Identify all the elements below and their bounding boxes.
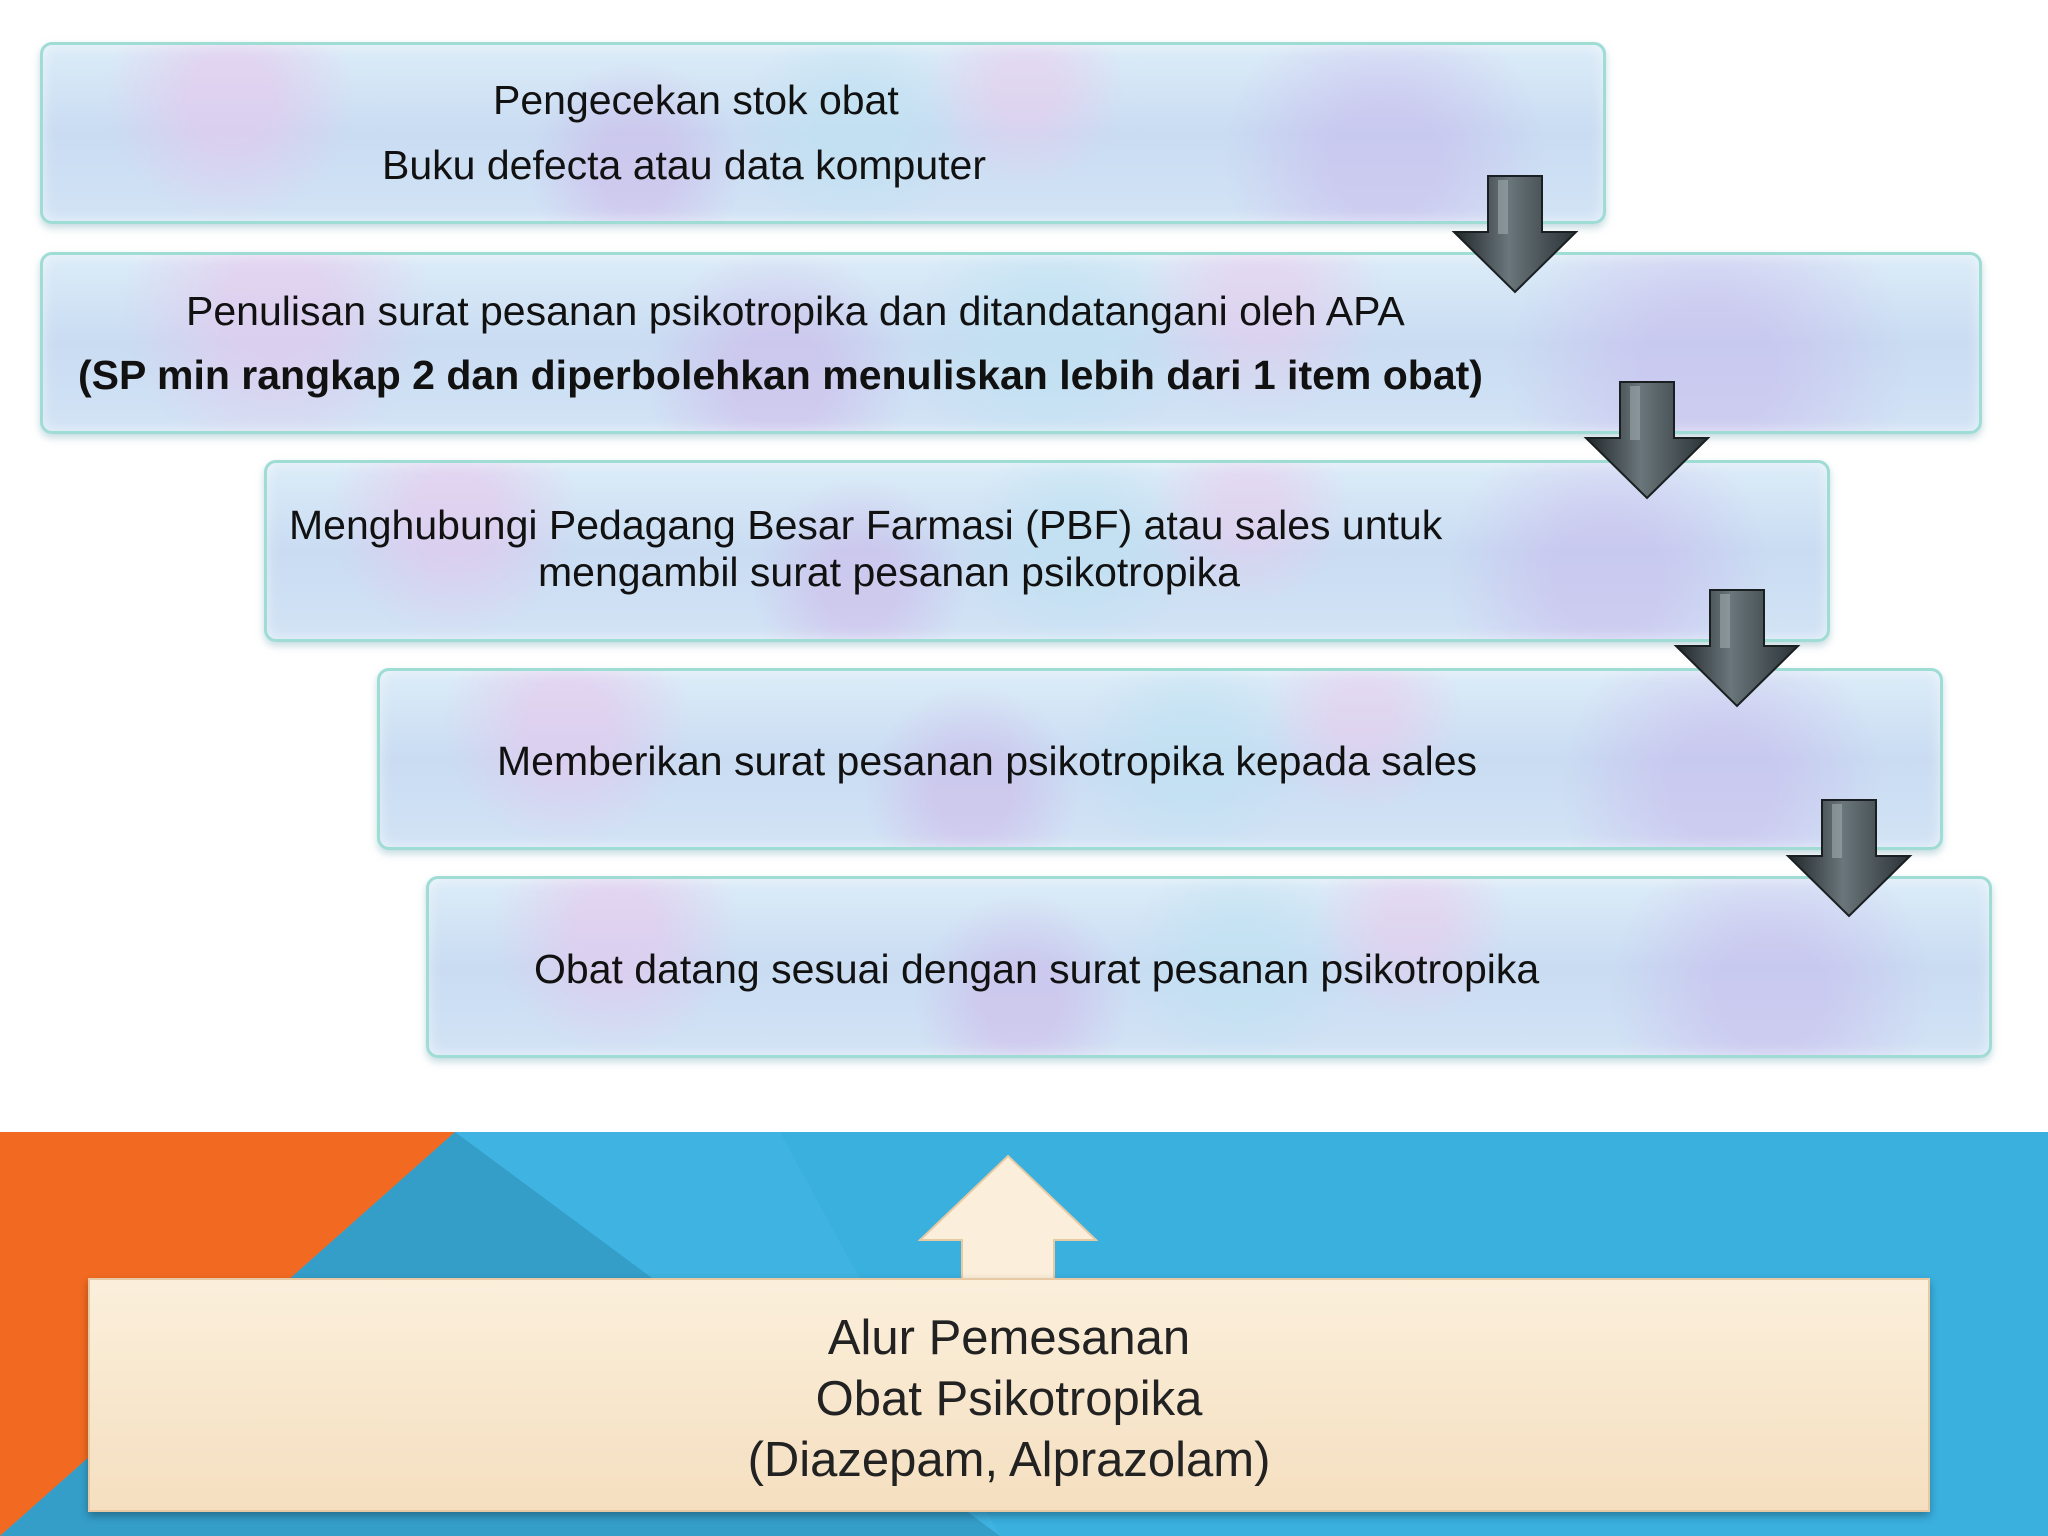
step-3-line-1: Menghubungi Pedagang Besar Farmasi (PBF) atau sales untuk [289, 502, 1443, 548]
step-2-line-2: (SP min rangkap 2 dan diperbolehkan menuliskan lebih dari 1 item obat) [78, 352, 1483, 398]
step-2-line-1: Penulisan surat pesanan psikotropika dan ditandatangani oleh APA [186, 288, 1405, 334]
down-arrow-icon [1582, 380, 1712, 500]
step-5-line-1: Obat datang sesuai dengan surat pesanan psikotropika [534, 946, 1540, 992]
down-arrow-icon [1784, 798, 1914, 918]
title-box [88, 1278, 1930, 1512]
title-line-2: Obat Psikotropika [815, 1372, 1203, 1426]
step-box-1 [40, 42, 1606, 224]
step-1-line-2: Buku defecta atau data komputer [382, 142, 987, 188]
step-3-line-2: mengambil surat pesanan psikotropika [538, 549, 1240, 595]
step-1-line-1: Pengecekan stok obat [493, 77, 899, 123]
title-line-3: (Diazepam, Alprazolam) [747, 1433, 1271, 1487]
title-line-1: Alur Pemesanan [827, 1311, 1191, 1365]
up-arrow-icon [918, 1154, 1098, 1282]
step-box-5 [426, 876, 1992, 1058]
step-4-line-1: Memberikan surat pesanan psikotropika kepada sales [497, 738, 1477, 784]
down-arrow-icon [1672, 588, 1802, 708]
down-arrow-icon [1450, 174, 1580, 294]
